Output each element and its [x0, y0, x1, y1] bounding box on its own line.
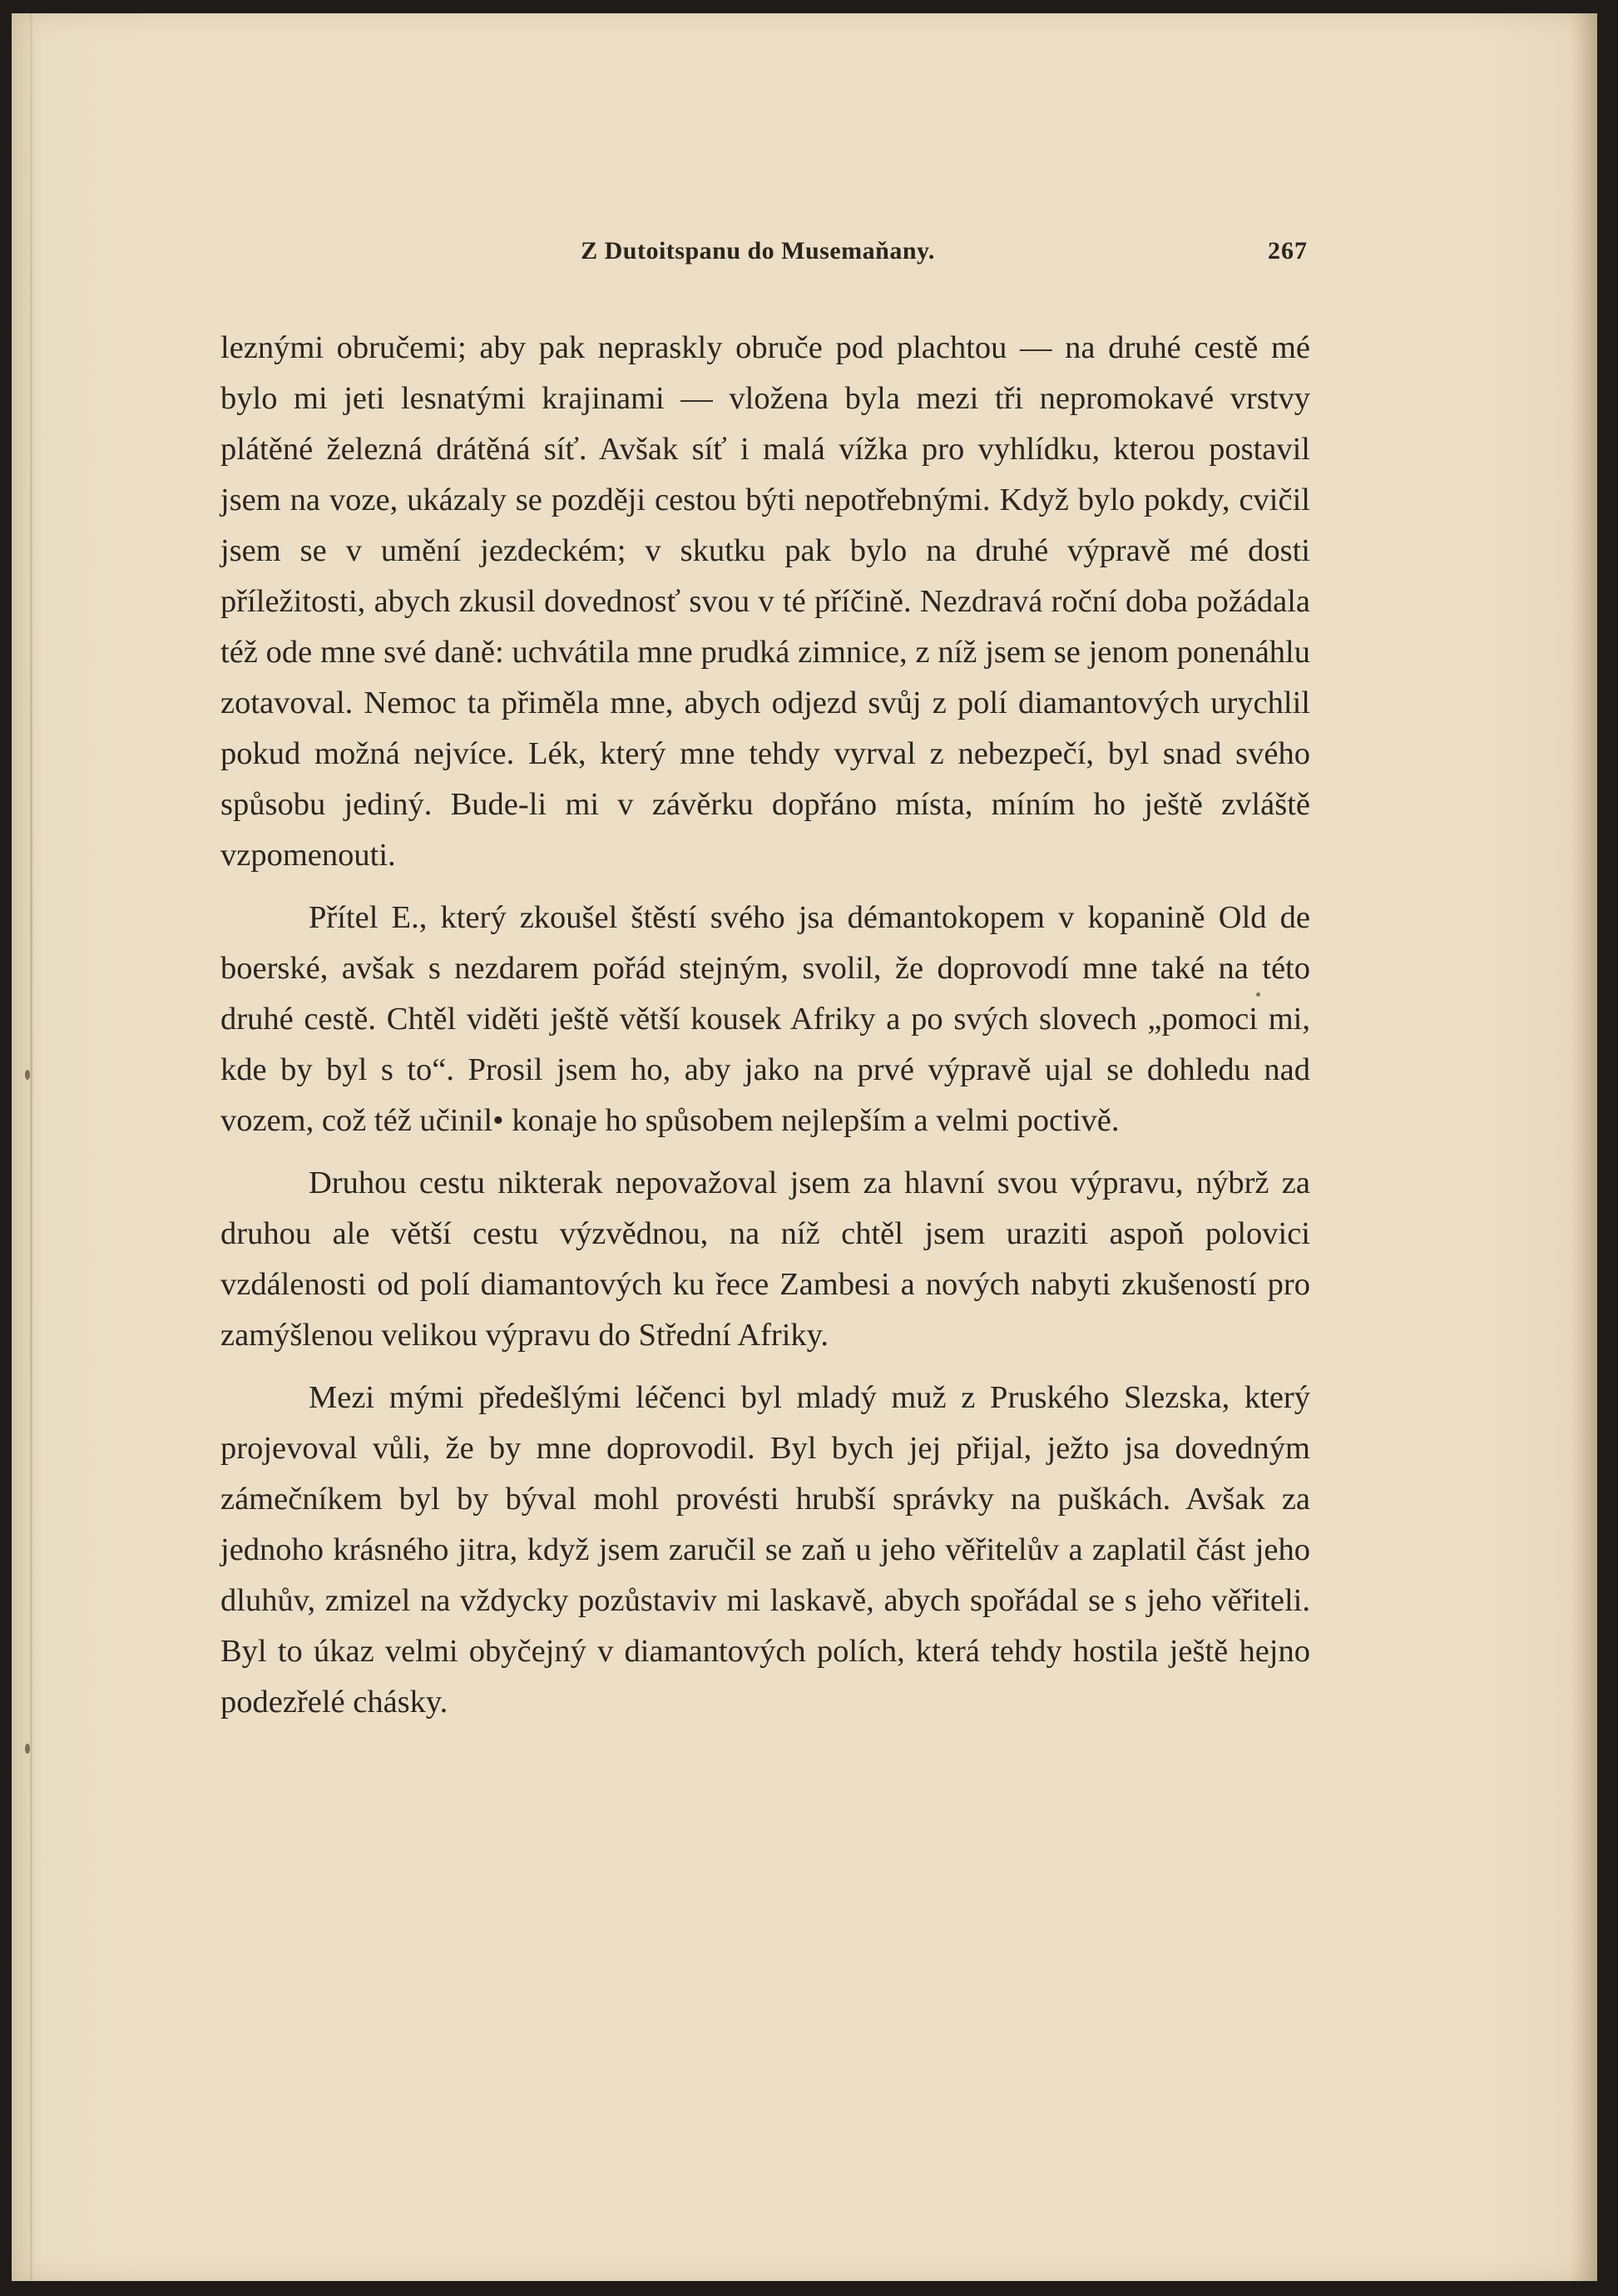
paragraph-3: Druhou cestu nikterak nepovažoval jsem za hlavní svou výpravu, nýbrž za druhou ale větší cestu výzvědnou, na níž chtěl jsem uraziti aspoň polovici vzdálenosti od polí diamantových ku řece Zambesi a nových nabyti zkušeností pro zamýšlenou velikou výpravu do Střední Afriky. [220, 1165, 1310, 1353]
page-number: 267 [1268, 237, 1308, 265]
binding-gutter [30, 13, 32, 2281]
page-header [208, 237, 1308, 279]
page-edge-shadow [1569, 13, 1597, 2281]
running-title: Z Dutoitspanu do Musemaňany. [581, 237, 935, 265]
paragraph-1: leznými obručemi; aby pak nepraskly obruče pod plachtou — na druhé cestě mé bylo mi jeti lesnatými krajinami — vložena byla mezi tři nepromokavé vrstvy plátěné železná drátěná síť. Avšak síť i malá vížka pro vyhlídku, kterou postavil jsem na voze, ukázaly se později cestou býti nepotřebnými. Když bylo pokdy, cvičil jsem se v umění jezdeckém; v skutku pak bylo na druhé výpravě mé dosti příležitosti, abych zkusil dovednosť svou v té příčině. Nezdravá roční doba požádala též ode mne své daně: uchvátila mne prudká zimnice, z níž jsem se jenom ponenáhlu zotavoval. Nemoc ta přiměla mne, abych odjezd svůj z polí diamantových urychlil pokud možná nejvíce. Lék, který mne tehdy vyrval z nebezpečí, byl snad svého spůsobu jediný. Bude-li mi v závěrku dopřáno místa, míním ho ještě zvláště vzpomenouti. [220, 330, 1310, 873]
ink-speck [25, 1744, 30, 1754]
ink-speck [25, 1070, 30, 1080]
paragraph-2: Přítel E., který zkoušel štěstí svého jsa démantokopem v kopanině Old de boerské, avšak s nezdarem pořád stejným, svolil, že doprovodí mne také na této druhé cestě. Chtěl viděti ještě větší kousek Afriky a po svých slovech „pomoci mi, kde by byl s to“. Prosil jsem ho, aby jako na prvé výpravě ujal se dohledu nad vozem, což též učinil• konaje ho spůsobem nejlepším a velmi poctivě. [220, 900, 1310, 1138]
paragraph-4: Mezi mými předešlými léčenci byl mladý muž z Pruského Slezska, který projevoval vůli, že by mne doprovodil. Byl bych jej přijal, ježto jsa dovedným zámečníkem byl by býval mohl provésti hrubší správky na puškách. Avšak za jednoho krásného jitra, když jsem zaručil se zaň u jeho věřitelův a zaplatil část jeho dluhův, zmizel na vždycky pozůstaviv mi laskavě, abych spořádal se s jeho věřiteli. Byl to úkaz velmi obyčejný v diamantových polích, která tehdy hostila ještě hejno podezřelé chásky. [220, 1380, 1310, 1720]
body-text [220, 323, 1310, 1728]
